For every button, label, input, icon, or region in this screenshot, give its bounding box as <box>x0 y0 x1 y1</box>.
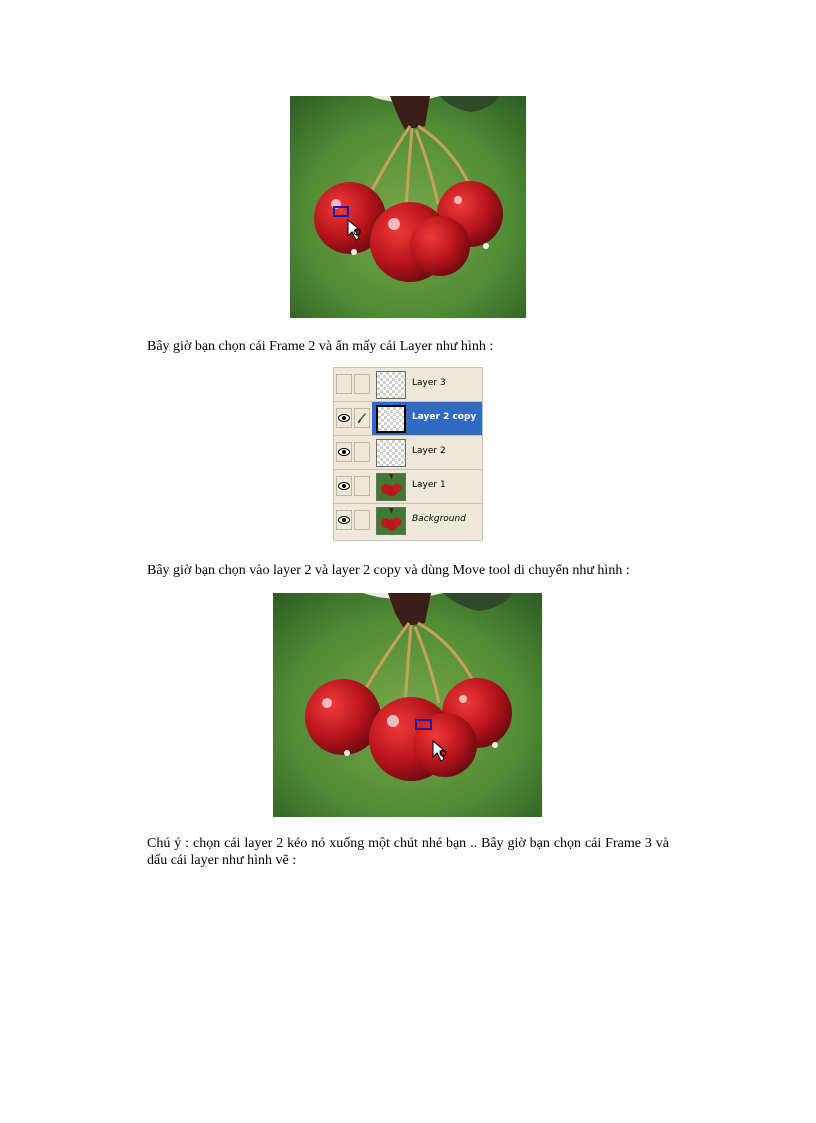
link-toggle[interactable] <box>354 442 370 462</box>
layer-name: Layer 2 <box>412 446 446 456</box>
layer-name: Layer 3 <box>412 378 446 388</box>
layer-row-background[interactable] <box>334 504 482 538</box>
layer-name: Layer 2 copy <box>412 412 477 422</box>
eye-icon <box>338 448 350 456</box>
eye-icon <box>338 516 350 524</box>
paragraph-2: Bây giờ bạn chọn vào layer 2 và layer 2 copy và dùng Move tool di chuyển như hình : <box>147 563 630 578</box>
visibility-toggle[interactable] <box>336 408 352 428</box>
cherries-photo-2 <box>273 593 542 817</box>
layer-row-layer-2[interactable] <box>334 436 482 470</box>
eye-icon <box>338 482 350 490</box>
link-toggle[interactable] <box>354 374 370 394</box>
eye-icon <box>338 414 350 422</box>
layer-thumbnail <box>376 371 406 399</box>
link-toggle[interactable] <box>354 476 370 496</box>
paintbrush-icon <box>357 412 367 424</box>
visibility-toggle[interactable] <box>336 442 352 462</box>
layer-name: Layer 1 <box>412 480 446 490</box>
visibility-toggle[interactable] <box>336 510 352 530</box>
cherries-photo-1 <box>290 96 526 318</box>
visibility-toggle[interactable] <box>336 374 352 394</box>
layer-thumbnail <box>376 507 406 535</box>
paragraph-3: Chú ý : chọn cái layer 2 kéo nó xuống một chút nhé bạn .. Bây giờ bạn chọn cái Frame 3 và dấu cái layer như hình vẽ : <box>147 836 669 868</box>
layers-panel <box>333 367 483 541</box>
paragraph-1: Bây giờ bạn chọn cái Frame 2 và ẩn mấy cái Layer như hình : <box>147 339 494 354</box>
layer-thumbnail <box>376 439 406 467</box>
layer-row-layer-3[interactable] <box>334 368 482 402</box>
layer-thumbnail <box>376 405 406 433</box>
layer-row-layer-1[interactable] <box>334 470 482 504</box>
link-toggle[interactable] <box>354 408 370 428</box>
link-toggle[interactable] <box>354 510 370 530</box>
visibility-toggle[interactable] <box>336 476 352 496</box>
layer-name: Background <box>412 514 466 524</box>
layer-thumbnail <box>376 473 406 501</box>
layer-row-layer-2-copy[interactable] <box>334 402 482 436</box>
